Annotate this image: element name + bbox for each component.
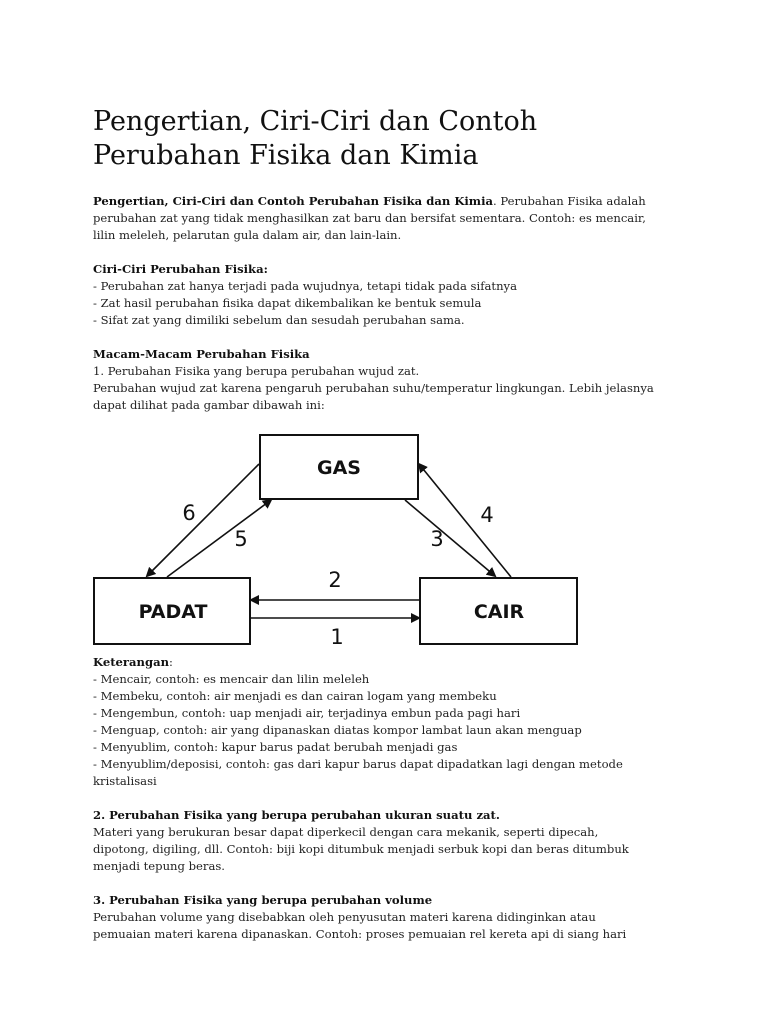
phase-change-diagram bbox=[93, 418, 583, 650]
arrow-3-label: 3 bbox=[430, 527, 444, 551]
arrow-5-label: 5 bbox=[234, 527, 248, 551]
ciri-item: - Sifat zat yang dimiliki sebelum dan sesudah perubahan sama. bbox=[93, 313, 465, 327]
section-2-line: menjadi tepung beras. bbox=[93, 859, 225, 873]
section-3 bbox=[93, 892, 693, 943]
section-3-line: Perubahan volume yang disebabkan oleh penyusutan materi karena didinginkan atau bbox=[93, 910, 596, 924]
ciri-item: - Perubahan zat hanya terjadi pada wujudnya, tetapi tidak pada sifatnya bbox=[93, 279, 518, 293]
page-title bbox=[93, 105, 693, 173]
macam-line-2: Perubahan wujud zat karena pengaruh perubahan suhu/temperatur lingkungan. Lebih jelasnya bbox=[93, 381, 654, 395]
arrow-4-label: 4 bbox=[480, 503, 494, 527]
title-line-1: Pengertian, Ciri-Ciri dan Contoh bbox=[93, 106, 538, 137]
macam-heading: Macam-Macam Perubahan Fisika bbox=[93, 347, 310, 361]
cair-label: CAIR bbox=[473, 601, 525, 623]
macam-line-1: 1. Perubahan Fisika yang berupa perubahan wujud zat. bbox=[93, 364, 420, 378]
intro-line-2: perubahan zat yang tidak menghasilkan zat baru dan bersifat sementara. Contoh: es mencair, bbox=[93, 211, 646, 225]
keterangan-item: - Menguap, contoh: air yang dipanaskan diatas kompor lambat laun akan menguap bbox=[93, 723, 582, 737]
intro-paragraph bbox=[93, 193, 693, 244]
section-2-line: Materi yang berukuran besar dapat diperkecil dengan cara mekanik, seperti dipecah, bbox=[93, 825, 599, 839]
intro-line-1-rest: . Perubahan Fisika adalah bbox=[492, 194, 646, 208]
keterangan-item: - Mencair, contoh: es mencair dan lilin meleleh bbox=[93, 672, 370, 686]
section-3-heading: 3. Perubahan Fisika yang berupa perubahan volume bbox=[93, 893, 433, 907]
keterangan-item: - Mengembun, contoh: uap menjadi air, terjadinya embun pada pagi hari bbox=[93, 706, 521, 720]
keterangan-item: kristalisasi bbox=[93, 774, 157, 788]
ciri-section bbox=[93, 261, 693, 329]
ciri-heading: Ciri-Ciri Perubahan Fisika: bbox=[93, 262, 268, 276]
keterangan-item: - Menyublim, contoh: kapur barus padat berubah menjadi gas bbox=[93, 740, 458, 754]
keterangan-heading: Keterangan bbox=[93, 655, 170, 669]
arrow-1-label: 1 bbox=[330, 625, 344, 649]
document-page bbox=[93, 105, 693, 943]
arrow-2-label: 2 bbox=[328, 568, 342, 592]
macam-section bbox=[93, 346, 693, 414]
section-2 bbox=[93, 807, 693, 875]
ciri-item: - Zat hasil perubahan fisika dapat dikembalikan ke bentuk semula bbox=[93, 296, 482, 310]
keterangan-section bbox=[93, 654, 693, 790]
arrow-4 bbox=[419, 464, 511, 577]
title-line-2: Perubahan Fisika dan Kimia bbox=[93, 140, 479, 171]
keterangan-item: - Membeku, contoh: air menjadi es dan cairan logam yang membeku bbox=[93, 689, 497, 703]
macam-line-3: dapat dilihat pada gambar dibawah ini: bbox=[93, 398, 325, 412]
padat-label: PADAT bbox=[138, 601, 208, 623]
keterangan-item: - Menyublim/deposisi, contoh: gas dari kapur barus dapat dipadatkan lagi dengan metode bbox=[93, 757, 623, 771]
intro-line-3: lilin meleleh, pelarutan gula dalam air, dan lain-lain. bbox=[93, 228, 402, 242]
intro-bold-term: Pengertian, Ciri-Ciri dan Contoh Perubahan Fisika dan Kimia bbox=[93, 194, 493, 208]
arrow-6 bbox=[147, 464, 259, 576]
section-3-line: pemuaian materi karena dipanaskan. Contoh: proses pemuaian rel kereta api di siang hari bbox=[93, 927, 627, 941]
keterangan-colon: : bbox=[169, 655, 173, 669]
section-2-line: dipotong, digiling, dll. Contoh: biji kopi ditumbuk menjadi serbuk kopi dan beras ditumbuk bbox=[93, 842, 629, 856]
section-2-heading: 2. Perubahan Fisika yang berupa perubahan ukuran suatu zat. bbox=[93, 808, 500, 822]
arrow-6-label: 6 bbox=[182, 501, 196, 525]
gas-label: GAS bbox=[317, 457, 361, 479]
